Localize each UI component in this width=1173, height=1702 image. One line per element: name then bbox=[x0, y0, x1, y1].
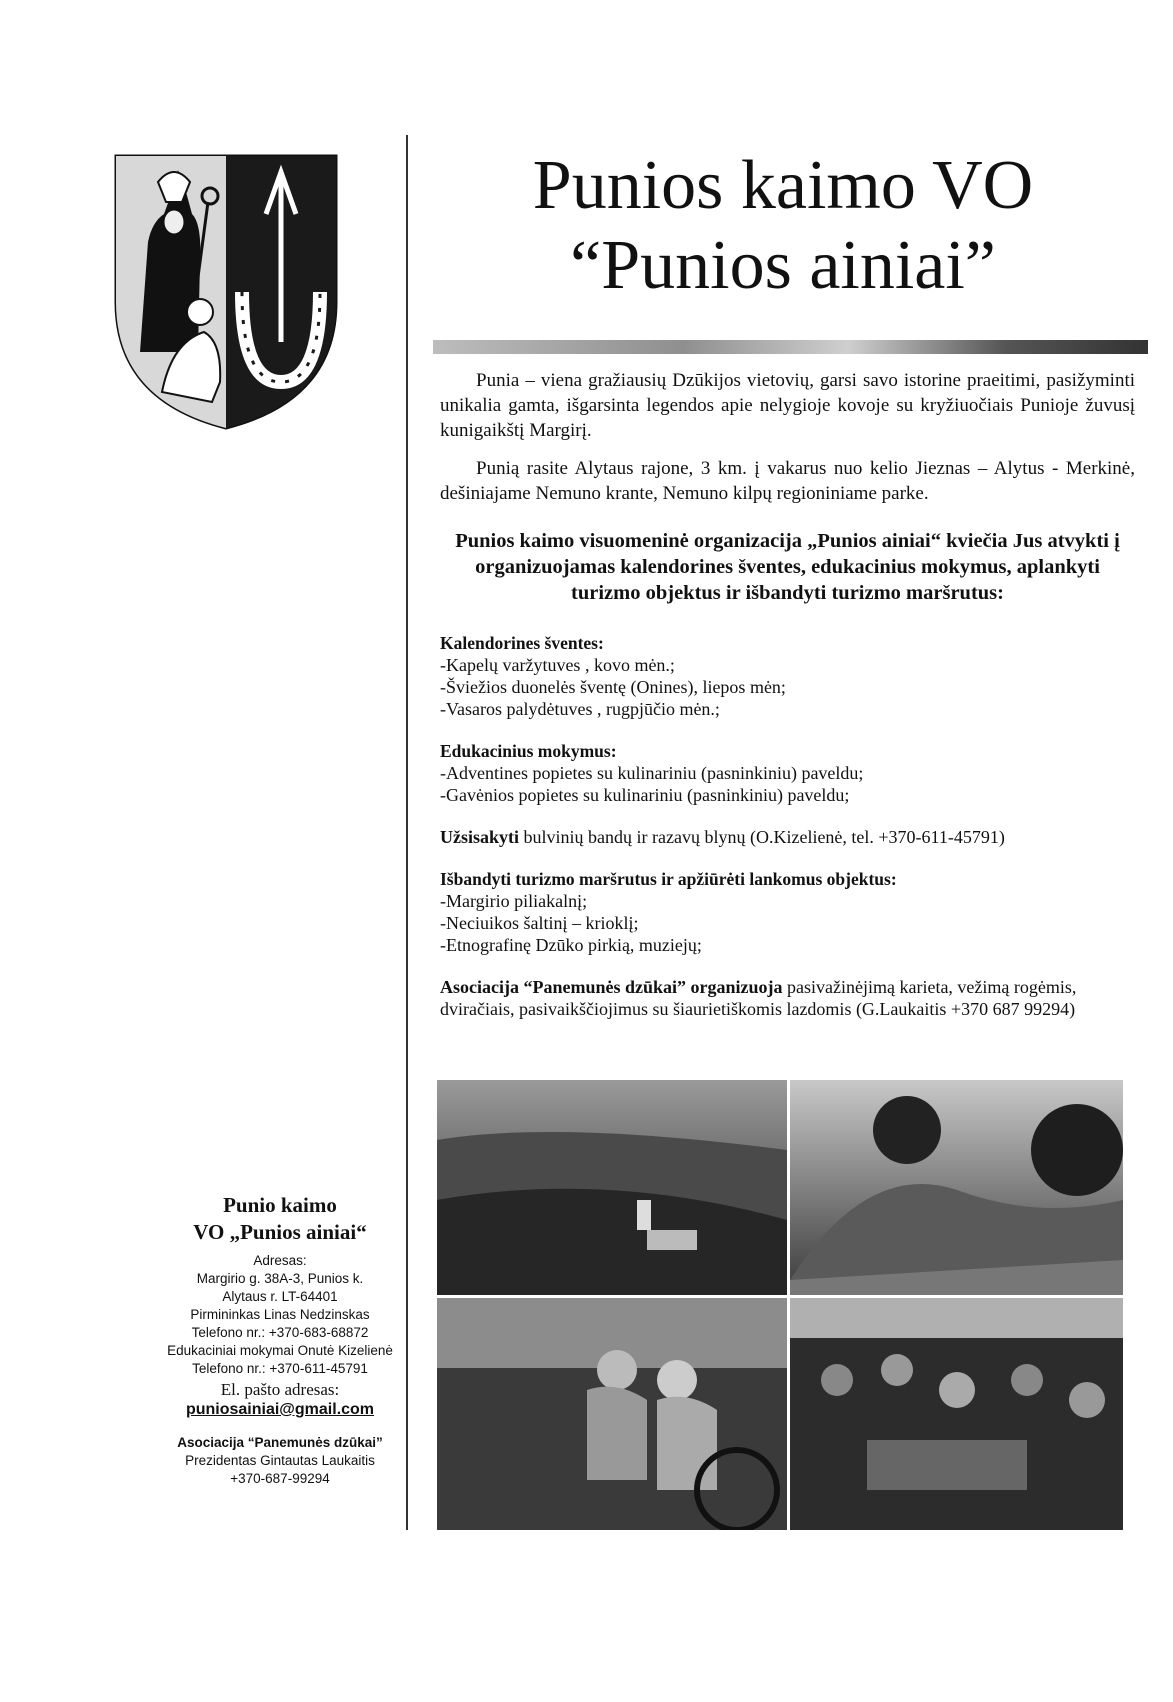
address-line1: Margirio g. 38A-3, Punios k. bbox=[196, 1271, 364, 1286]
order-lead: Užsisakyti bbox=[440, 827, 520, 847]
list-item: -Etnografinę Dzūko pirkią, muziejų; bbox=[440, 935, 702, 955]
phone-1: Telefono nr.: +370-683-68872 bbox=[191, 1325, 369, 1340]
festival-crowd-photo bbox=[790, 1298, 1123, 1530]
intro-paragraph-1: Punia – viena gražiausių Dzūkijos vietovių, garsi savo istorine praeitimi, pasižyminti unikalia gamta, išgarsinta legendos apie nelygioje kovoje su kryžiuočiais Punioje žuvusį kunigaikštį Margirį. bbox=[440, 370, 1135, 441]
list-item: -Margirio piliakalnį; bbox=[440, 891, 588, 911]
org-name-line2: VO „Punios ainiai“ bbox=[193, 1220, 367, 1244]
intro-paragraph-2: Punią rasite Alytaus rajone, 3 km. į vakarus nuo kelio Jieznas – Alytus - Merkinė, dešiniajame Nemuno krante, Nemuno kilpų regioniniame parke. bbox=[440, 458, 1135, 504]
order-text: bulvinių bandų ir razavų blynų (O.Kizelienė, tel. +370-611-45791) bbox=[519, 827, 1005, 847]
carriage-ride-photo bbox=[437, 1298, 787, 1530]
address-line2: Alytaus r. LT-64401 bbox=[222, 1289, 338, 1304]
org-name-line1: Punio kaimo bbox=[223, 1193, 337, 1217]
hillfort-photo bbox=[790, 1080, 1123, 1295]
routes-heading: Išbandyti turizmo maršrutus ir apžiūrėti lankomus objektus: bbox=[440, 869, 897, 889]
list-item: -Kapelų varžytuves , kovo mėn.; bbox=[440, 655, 675, 675]
title-line-1: Punios kaimo VO bbox=[532, 147, 1034, 224]
association-phone: +370-687-99294 bbox=[230, 1471, 330, 1486]
list-item: -Šviežios duonelės šventę (Onines), liepos mėn; bbox=[440, 677, 786, 697]
contact-block bbox=[100, 1192, 460, 1488]
association-president: Prezidentas Gintautas Laukaitis bbox=[185, 1453, 375, 1468]
education-section bbox=[440, 740, 1135, 806]
page-title bbox=[438, 146, 1128, 306]
list-item: -Neciuikos šaltinį – krioklį; bbox=[440, 913, 639, 933]
association-paragraph bbox=[440, 976, 1135, 1020]
holidays-heading: Kalendorines šventes: bbox=[440, 633, 604, 653]
list-item: -Vasaros palydėtuves , rugpjūčio mėn.; bbox=[440, 699, 720, 719]
decorative-rule bbox=[433, 340, 1148, 354]
phone-2: Telefono nr.: +370-611-45791 bbox=[192, 1361, 368, 1376]
routes-section bbox=[440, 868, 1135, 956]
association-lead: Asociacija “Panemunės dzūkai” organizuoja bbox=[440, 977, 783, 997]
coat-of-arms-image bbox=[112, 152, 340, 432]
education-contact: Edukaciniai mokymai Onutė Kizelienė bbox=[167, 1343, 393, 1358]
aerial-landscape-photo bbox=[437, 1080, 787, 1295]
email-link[interactable]: puniosainiai@gmail.com bbox=[185, 1401, 375, 1418]
education-heading: Edukacinius mokymus: bbox=[440, 741, 617, 761]
chairman: Pirmininkas Linas Nedzinskas bbox=[190, 1307, 370, 1322]
list-item: -Gavėnios popietes su kulinariniu (pasninkiniu) paveldu; bbox=[440, 785, 850, 805]
association-name: Asociacija “Panemunės dzūkai” bbox=[177, 1435, 383, 1450]
invitation-text: Punios kaimo visuomeninė organizacija „Punios ainiai“ kviečia Jus atvykti į organizuojamas kalendorines šventes, edukacinius mokymus, aplankyti turizmo objektus ir išbandyti turizmo maršrutus: bbox=[455, 530, 1120, 604]
email-label: El. pašto adresas: bbox=[220, 1380, 340, 1399]
list-item: -Adventines popietes su kulinariniu (pasninkiniu) paveldu; bbox=[440, 763, 864, 783]
association-text: pasivažinėjimą karieta, vežimą rogėmis, dviračiais, pasivaikščiojimus su šiaurietiškomis lazdomis (G.Laukaitis +370 687 99294) bbox=[440, 977, 1077, 1019]
title-line-2: “Punios ainiai” bbox=[570, 227, 996, 304]
order-section bbox=[440, 826, 1135, 848]
holidays-section bbox=[440, 632, 1135, 720]
main-body bbox=[440, 368, 1135, 1020]
address-label: Adresas: bbox=[253, 1253, 307, 1268]
photo-collage bbox=[437, 1080, 1123, 1530]
